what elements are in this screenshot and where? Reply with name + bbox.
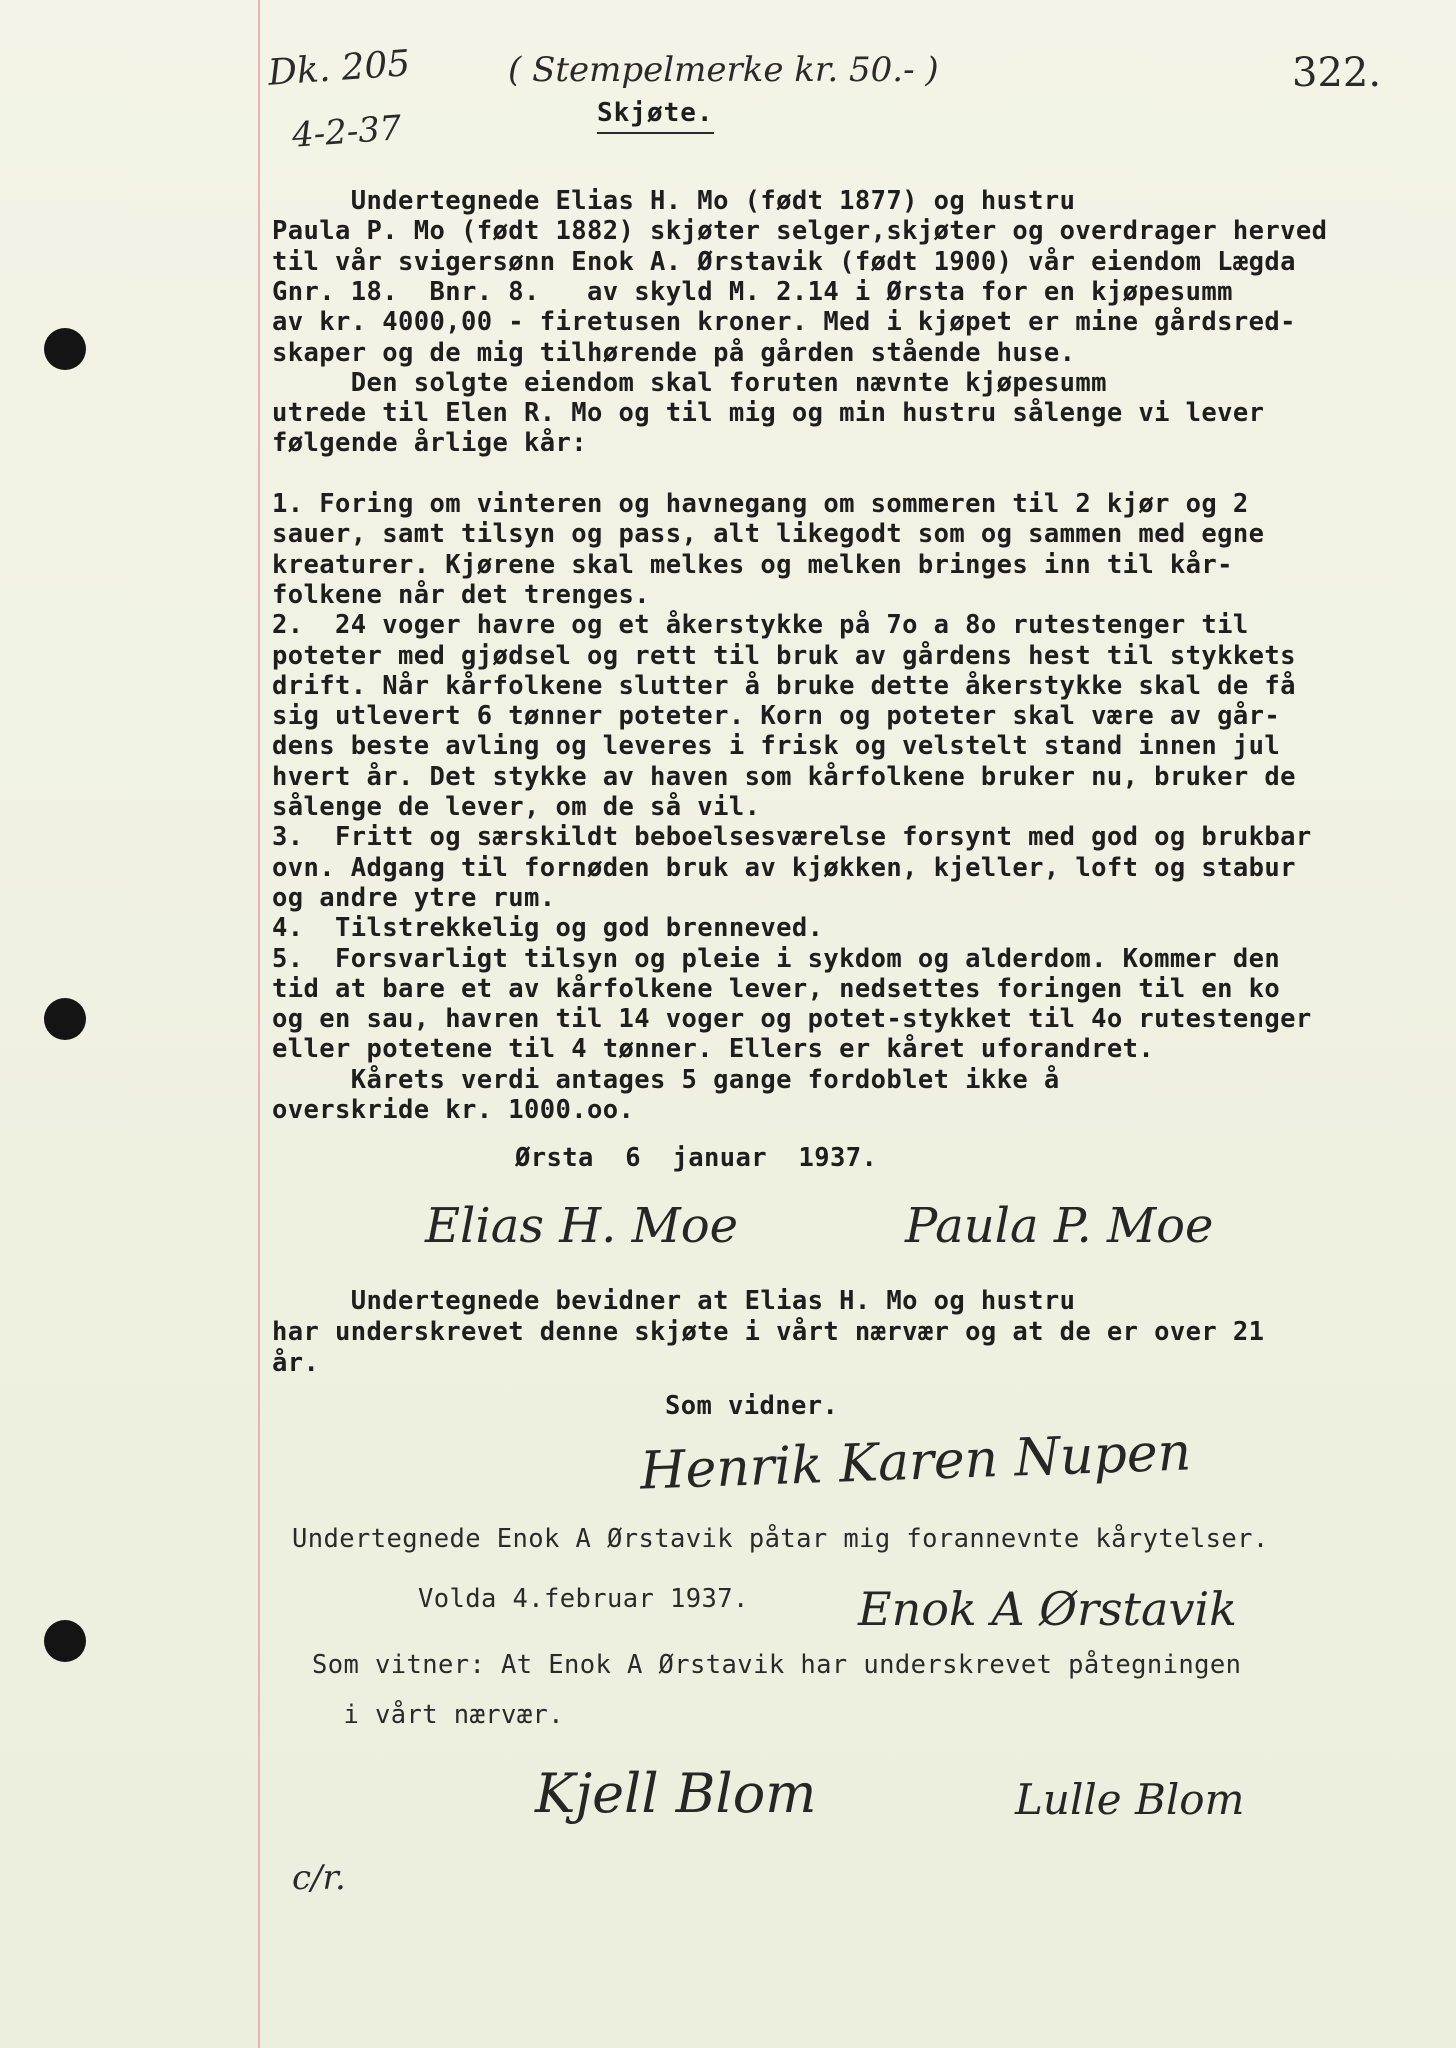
body-line: 1. Foring om vinteren og havnegang om sommeren til 2 kjør og 2 xyxy=(272,489,1249,519)
body-line: 5. Forsvarligt tilsyn og pleie i sykdom og alderdom. Kommer den xyxy=(272,943,1281,974)
witness-text-line: Undertegnede bevidner at Elias H. Mo og hustru xyxy=(272,1286,1076,1316)
signature-kjell-blom: Kjell Blom xyxy=(535,1762,817,1825)
body-line: poteter med gjødsel og rett til bruk av gårdens hest til stykkets xyxy=(272,640,1296,671)
body-line: skaper og de mig tilhørende på gården stående huse. xyxy=(272,337,1076,368)
body-line: av kr. 4000,00 - firetusen kroner. Med i kjøpet er mine gårdsred- xyxy=(272,307,1296,338)
signature-enok: Enok A Ørstavik xyxy=(858,1582,1238,1636)
page-number: 322. xyxy=(1292,50,1382,96)
body-line: Undertegnede Elias H. Mo (født 1877) og hustru xyxy=(272,186,1076,216)
body-line: 3. Fritt og særskildt beboelsesværelse forsynt med god og brukbar xyxy=(272,822,1312,853)
body-line: drift. Når kårfolkene slutter å bruke dette åkerstykke skal de få xyxy=(272,670,1296,701)
body-line: overskride kr. 1000.oo. xyxy=(272,1095,635,1125)
body-line: sålenge de lever, om de så vil. xyxy=(272,792,761,822)
signature-paula: Paula P. Moe xyxy=(905,1198,1214,1254)
vitner-line: Som vitner: At Enok A Ørstavik har underskrevet påtegningen xyxy=(312,1650,1242,1680)
vitner-line: i vårt nærvær. xyxy=(312,1700,565,1730)
registration-number: Dk. 205 xyxy=(266,43,412,94)
body-line: sauer, samt tilsyn og pass, alt likegodt som og sammen med egne xyxy=(272,519,1265,550)
body-line: og en sau, havren til 14 voger og potet-stykket til 4o rutestenger xyxy=(272,1004,1312,1035)
document-title: Skjøte. xyxy=(597,98,714,128)
body-line: Paula P. Mo (født 1882) skjøter selger,skjøter og overdrager herved xyxy=(272,216,1328,247)
witness-text-line: har underskrevet denne skjøte i vårt nærvær og at de er over 21 xyxy=(272,1317,1265,1347)
place-date-volda: Volda 4.februar 1937. xyxy=(418,1584,749,1614)
body-line: utrede til Elen R. Mo og til mig og min hustru sålenge vi lever xyxy=(272,398,1265,429)
body-line: eller potetene til 4 tønner. Ellers er kåret uforandret. xyxy=(272,1034,1155,1065)
body-line: 2. 24 voger havre og et åkerstykke på 7o a 8o rutestenger til xyxy=(272,610,1249,641)
place-date: Ørsta 6 januar 1937. xyxy=(515,1143,878,1173)
signature-lulle-blom: Lulle Blom xyxy=(1015,1775,1245,1824)
body-line: 4. Tilstrekkelig og god brenneved. xyxy=(272,913,824,944)
stamp-note: ( Stempelmerke kr. 50.- ) xyxy=(508,50,939,90)
witness-text-line: år. xyxy=(272,1348,320,1378)
body-line: dens beste avling og leveres i frisk og velstelt stand innen jul xyxy=(272,731,1281,762)
corner-mark: c/r. xyxy=(292,1858,346,1898)
body-line: kreaturer. Kjørene skal melkes og melken bringes inn til kår- xyxy=(272,549,1233,580)
registration-date: 4-2-37 xyxy=(290,108,403,156)
body-line: tid at bare et av kårfolkene lever, nedsettes foringen til en ko xyxy=(272,973,1281,1004)
body-line: folkene når det trenges. xyxy=(272,579,651,610)
punch-hole xyxy=(44,998,86,1040)
acceptance-line: Undertegnede Enok A Ørstavik påtar mig forannevnte kårytelser. xyxy=(292,1524,1269,1554)
margin-line xyxy=(258,0,260,2048)
body-line: og andre ytre rum. xyxy=(272,882,556,913)
som-vidner-label: Som vidner. xyxy=(665,1391,839,1421)
signature-elias: Elias H. Moe xyxy=(425,1198,739,1254)
body-line: til vår svigersønn Enok A. Ørstavik (født 1900) vår eiendom Lægda xyxy=(272,246,1296,277)
body-line: Gnr. 18. Bnr. 8. av skyld M. 2.14 i Ørsta for en kjøpesumm xyxy=(272,276,1233,307)
body-line: ovn. Adgang til fornøden bruk av kjøkken, kjeller, loft og stabur xyxy=(272,852,1296,883)
witness-signatures: Henrik Karen Nupen xyxy=(639,1422,1193,1502)
body-line: Den solgte eiendom skal foruten nævnte kjøpesumm xyxy=(272,367,1107,398)
punch-hole xyxy=(44,1620,86,1662)
body-line: følgende årlige kår: xyxy=(272,428,588,459)
punch-hole xyxy=(44,328,86,370)
body-line: Kårets verdi antages 5 gange fordoblet ikke å xyxy=(272,1064,1060,1095)
body-line: sig utlevert 6 tønner poteter. Korn og poteter skal være av går- xyxy=(272,701,1281,732)
body-line: hvert år. Det stykke av haven som kårfolkene bruker nu, bruker de xyxy=(272,761,1296,792)
